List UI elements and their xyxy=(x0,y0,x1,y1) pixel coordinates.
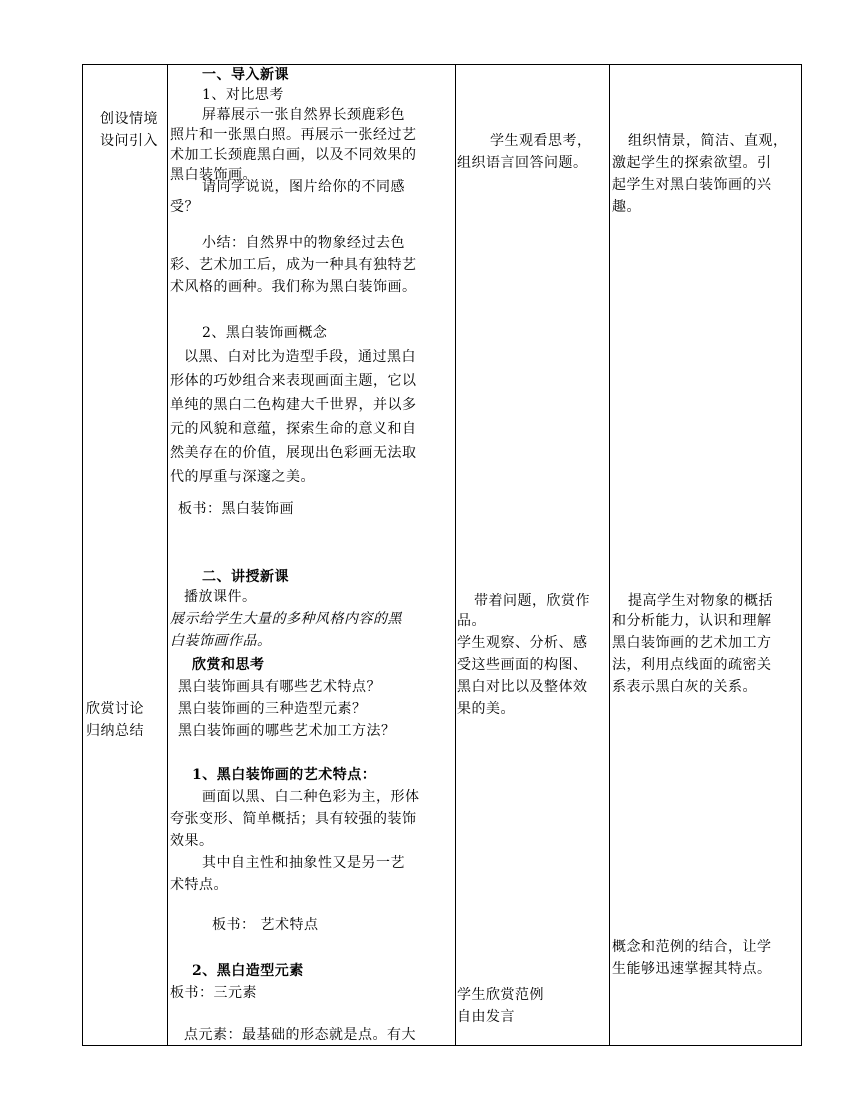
teacher-text: 黑白装饰画。 xyxy=(170,167,257,183)
teacher-text: 点元素：最基础的形态就是点。有大 xyxy=(184,1027,416,1043)
student-activity: 自由发言 xyxy=(457,1009,515,1025)
stage-1-line-2: 设问引入 xyxy=(100,133,158,149)
concept-text: 形体的巧妙组合来表现画面主题，它以 xyxy=(170,373,417,389)
teacher-text: 其中自主性和抽象性又是另一艺 xyxy=(202,855,405,871)
student-activity: 学生观看思考， xyxy=(490,133,592,149)
table-left-border xyxy=(82,64,83,1046)
question-item: 黑白装饰画具有哪些艺术特点？ xyxy=(178,679,381,695)
design-intent: 组织情景，简洁、直观， xyxy=(628,133,788,149)
student-activity: 品。 xyxy=(457,613,486,629)
subheading-appreciate: 欣赏和思考 xyxy=(192,657,265,673)
teacher-text: 夸张变形、简单概括；具有较强的装饰 xyxy=(170,811,417,827)
board-note: 板书： 艺术特点 xyxy=(212,917,319,933)
teacher-text: 画面以黑、白二种色彩为主，形体 xyxy=(202,789,420,805)
subheading-features: 1、黑白装饰画的艺术特点： xyxy=(192,767,377,783)
subheading-elements: 2、黑白造型元素 xyxy=(192,963,304,979)
design-intent: 系表示黑白灰的关系。 xyxy=(612,679,757,695)
question-item: 黑白装饰画的哪些艺术加工方法？ xyxy=(178,723,396,739)
student-activity: 果的美。 xyxy=(457,701,515,717)
subheading-compare: 1、对比思考 xyxy=(202,87,284,103)
question-item: 黑白装饰画的三种造型元素？ xyxy=(178,701,367,717)
design-intent: 黑白装饰画的艺术加工方 xyxy=(612,635,772,651)
student-activity: 学生欣赏范例 xyxy=(457,987,544,1003)
design-intent: 起学生对黑白装饰画的兴 xyxy=(612,177,772,193)
board-note: 板书：黑白装饰画 xyxy=(178,501,294,517)
concept-text: 元的风貌和意蕴，探索生命的意义和自 xyxy=(170,421,417,437)
italic-text: 展示给学生大量的多种风格内容的黑 xyxy=(170,611,402,627)
student-activity: 组织语言回答问题。 xyxy=(457,155,588,171)
summary-text: 彩、艺术加工后，成为一种具有独特艺 xyxy=(170,257,417,273)
design-intent: 提高学生对物象的概括 xyxy=(628,593,773,609)
italic-text: 白装饰画作品。 xyxy=(170,633,272,649)
design-intent: 生能够迅速掌握其特点。 xyxy=(612,961,772,977)
teacher-text: 术特点。 xyxy=(170,877,228,893)
stage-2-line-1: 欣赏讨论 xyxy=(86,701,144,717)
design-intent: 概念和范例的结合，让学 xyxy=(612,939,772,955)
board-note: 板书：三元素 xyxy=(170,985,257,1001)
table-right-border xyxy=(801,64,802,1046)
concept-text: 然美存在的价值，展现出色彩画无法取 xyxy=(170,445,417,461)
summary-text: 小结：自然界中的物象经过去色 xyxy=(202,235,405,251)
teacher-text: 屏幕展示一张自然界长颈鹿彩色 xyxy=(202,107,405,123)
column-divider-2 xyxy=(455,64,456,1046)
concept-text: 单纯的黑白二色构建大千世界，并以多 xyxy=(170,397,417,413)
concept-text: 代的厚重与深邃之美。 xyxy=(170,469,315,485)
column-divider-3 xyxy=(609,64,610,1046)
design-intent: 法，利用点线面的疏密关 xyxy=(612,657,772,673)
teacher-text: 效果。 xyxy=(170,833,214,849)
section-heading-1: 一、导入新课 xyxy=(202,67,289,83)
student-activity: 学生观察、分析、感 xyxy=(457,635,588,651)
design-intent: 和分析能力，认识和理解 xyxy=(612,613,772,629)
subheading-concept: 2、黑白装饰画概念 xyxy=(202,325,328,341)
student-activity: 黑白对比以及整体效 xyxy=(457,679,588,695)
teacher-text: 受？ xyxy=(170,199,199,215)
teacher-text: 照片和一张黑白照。再展示一张经过艺 xyxy=(170,127,417,143)
teacher-text: 播放课件。 xyxy=(184,589,257,605)
design-intent: 激起学生的探索欲望。引 xyxy=(612,155,772,171)
stage-1-line-1: 创设情境 xyxy=(100,111,158,127)
concept-text: 以黑、白对比为造型手段，通过黑白 xyxy=(184,349,416,365)
teacher-text: 术加工长颈鹿黑白画，以及不同效果的 xyxy=(170,147,417,163)
stage-2-line-2: 归纳总结 xyxy=(86,723,144,739)
section-heading-2: 二、讲授新课 xyxy=(202,569,289,585)
column-divider-1 xyxy=(167,64,168,1046)
student-activity: 带着问题，欣赏作 xyxy=(474,593,590,609)
student-activity: 受这些画面的构图、 xyxy=(457,657,588,673)
design-intent: 趣。 xyxy=(612,199,641,215)
table-top-border xyxy=(82,64,802,65)
teacher-text: 请同学说说，图片给你的不同感 xyxy=(202,179,405,195)
summary-text: 术风格的画种。我们称为黑白装饰画。 xyxy=(170,279,417,295)
